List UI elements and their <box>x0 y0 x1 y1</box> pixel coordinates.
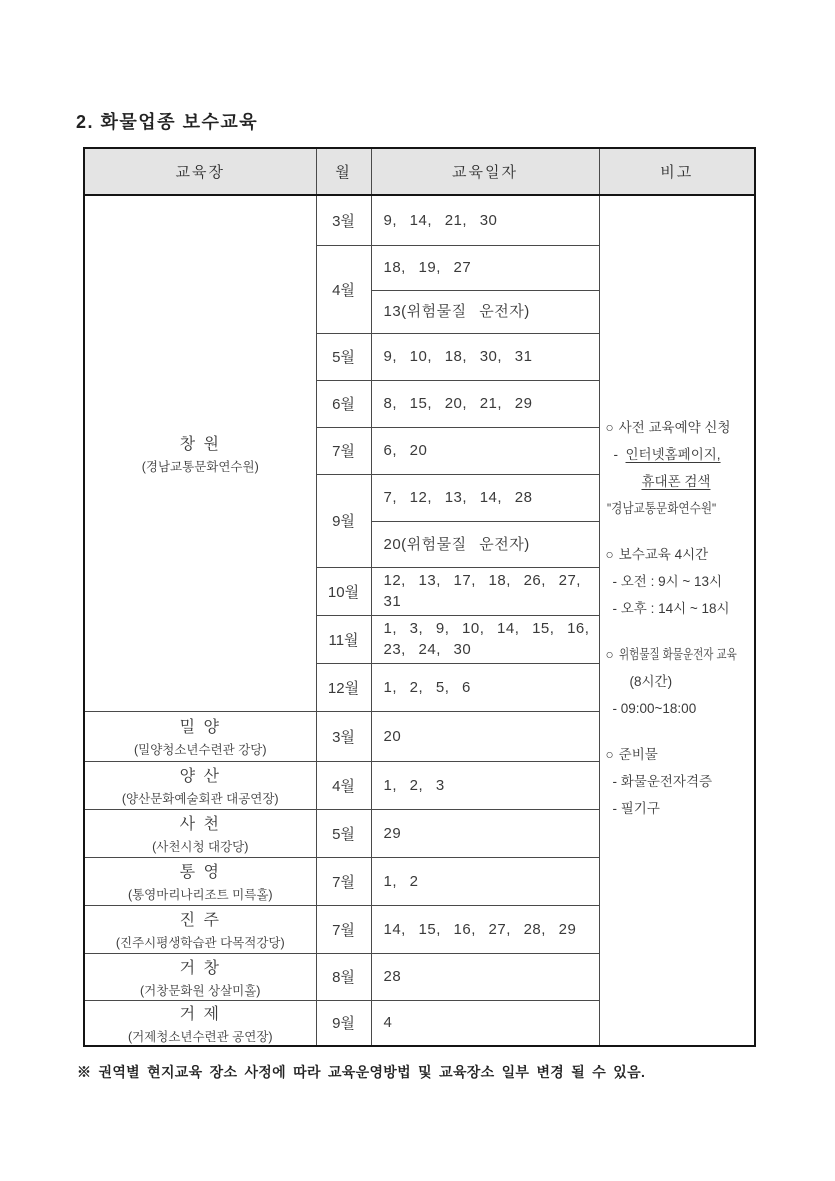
dates-cell: 4 <box>371 1000 599 1046</box>
dates-cell: 14, 15, 16, 27, 28, 29 <box>371 905 599 953</box>
month-cell: 6월 <box>316 380 371 427</box>
page-title: 2. 화물업종 보수교육 <box>76 112 259 132</box>
remark-hazmat <box>606 641 751 722</box>
venue-cell-geochang <box>84 953 316 1000</box>
remark-hours-line1: - 오전 : 9시 ~ 13시 <box>612 574 723 589</box>
note-cell <box>599 195 755 1046</box>
dates-cell: 6, 20 <box>371 427 599 474</box>
venue-name: 거 제 <box>179 1005 221 1023</box>
venue-subname: (통영마리나리조트 미륵홀) <box>127 888 273 902</box>
venue-name: 밀 양 <box>179 719 221 736</box>
footnote: ※ 권역별 현지교육 장소 사정에 따라 교육운영방법 및 교육장소 일부 변경 될 수 있음. <box>77 1064 646 1080</box>
venue-cell-tongyeong <box>84 857 316 905</box>
education-schedule-table <box>83 147 756 1047</box>
month-cell: 7월 <box>316 905 371 953</box>
table-row <box>84 195 755 245</box>
venue-name: 창 원 <box>179 436 221 454</box>
circle-bullet-icon: ○ <box>605 420 614 435</box>
month-cell: 5월 <box>316 809 371 857</box>
dates-cell: 20 <box>371 711 599 761</box>
dates-cell: 12, 13, 17, 18, 26, 27, 31 <box>371 567 599 615</box>
venue-subname: (양산문화예술회관 대공연장) <box>121 792 279 806</box>
dates-cell: 20(위험물질 운전자) <box>371 521 599 567</box>
venue-cell-jinju <box>84 905 316 953</box>
dates-cell: 9, 10, 18, 30, 31 <box>371 333 599 380</box>
dates-cell: 13(위험물질 운전자) <box>371 290 599 333</box>
venue-cell-yangsan <box>84 761 316 809</box>
dash: - <box>613 447 618 462</box>
circle-bullet-icon: ○ <box>605 747 614 762</box>
venue-cell-changwon <box>84 195 316 711</box>
dates-cell: 1, 2, 5, 6 <box>371 663 599 711</box>
month-cell: 5월 <box>316 333 371 380</box>
table-header-row <box>84 148 755 195</box>
dates-cell: 1, 2 <box>371 857 599 905</box>
remark-booking-line3: "경남교통문화연수원" <box>606 501 716 516</box>
month-cell: 10월 <box>316 567 371 615</box>
remark-supplies-title: 준비물 <box>618 747 658 762</box>
remark-hazmat-title: 위험물질 화물운전자 교육 <box>618 647 737 662</box>
month-cell: 9월 <box>316 474 371 567</box>
dates-cell: 28 <box>371 953 599 1000</box>
header-month: 월 <box>316 148 371 195</box>
header-dates: 교육일자 <box>371 148 599 195</box>
header-note: 비고 <box>599 148 755 195</box>
venue-name: 사 천 <box>179 816 221 833</box>
venue-subname: (경남교통문화연수원) <box>141 460 259 475</box>
remark-supplies-line2: - 필기구 <box>612 801 660 816</box>
venue-name: 거 창 <box>179 959 221 977</box>
dates-cell: 18, 19, 27 <box>371 245 599 290</box>
venue-name: 통 영 <box>179 864 221 881</box>
circle-bullet-icon: ○ <box>605 647 614 662</box>
month-cell: 7월 <box>316 857 371 905</box>
remark-supplies <box>606 741 751 822</box>
venue-subname: (거창문화원 상살미홀) <box>140 983 261 998</box>
remark-booking-line1: 인터넷홈페이지, <box>625 447 721 462</box>
remark-hours <box>606 541 751 622</box>
venue-name: 양 산 <box>179 768 221 785</box>
month-cell: 8월 <box>316 953 371 1000</box>
month-cell: 4월 <box>316 761 371 809</box>
remark-booking-title: 사전 교육예약 신청 <box>618 420 731 435</box>
venue-subname: (진주시평생학습관 다목적강당) <box>115 936 285 950</box>
dates-cell: 1, 3, 9, 10, 14, 15, 16, 23, 24, 30 <box>371 615 599 663</box>
venue-subname: (밀양청소년수련관 강당) <box>133 743 267 757</box>
header-venue: 교육장 <box>84 148 316 195</box>
month-cell: 7월 <box>316 427 371 474</box>
month-cell: 11월 <box>316 615 371 663</box>
remark-hazmat-line1: (8시간) <box>629 674 673 689</box>
venue-subname: (사천시청 대강당) <box>152 840 249 854</box>
venue-name: 진 주 <box>179 912 221 929</box>
remark-booking <box>606 414 751 522</box>
dates-cell: 1, 2, 3 <box>371 761 599 809</box>
venue-cell-geoje <box>84 1000 316 1046</box>
dates-cell: 7, 12, 13, 14, 28 <box>371 474 599 521</box>
remark-hours-title: 보수교육 4시간 <box>618 547 709 562</box>
dates-cell: 29 <box>371 809 599 857</box>
month-cell: 9월 <box>316 1000 371 1046</box>
remark-supplies-line1: - 화물운전자격증 <box>612 774 713 789</box>
venue-cell-miryang <box>84 711 316 761</box>
remark-hazmat-line2: - 09:00~18:00 <box>612 701 697 716</box>
circle-bullet-icon: ○ <box>605 547 614 562</box>
month-cell: 12월 <box>316 663 371 711</box>
month-cell: 4월 <box>316 245 371 333</box>
venue-subname: (거제청소년수련관 공연장) <box>127 1029 273 1044</box>
venue-cell-sacheon <box>84 809 316 857</box>
remark-hours-line2: - 오후 : 14시 ~ 18시 <box>612 601 730 616</box>
month-cell: 3월 <box>316 711 371 761</box>
dates-cell: 9, 14, 21, 30 <box>371 195 599 245</box>
remark-booking-line2: 휴대폰 검색 <box>641 474 711 489</box>
dates-cell: 8, 15, 20, 21, 29 <box>371 380 599 427</box>
month-cell: 3월 <box>316 195 371 245</box>
